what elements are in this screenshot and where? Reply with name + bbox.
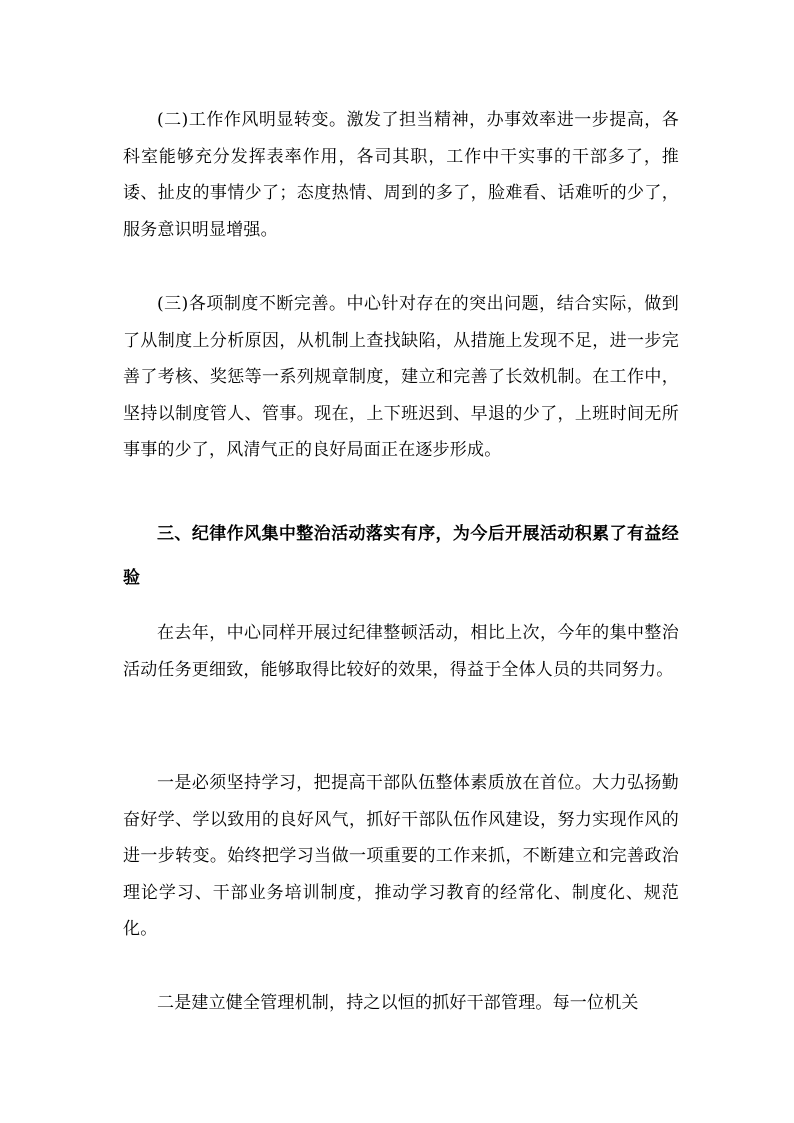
section-heading-three: 三、纪律作风集中整治活动落实有序，为今后开展活动积累了有益经验: [123, 524, 679, 588]
paragraph-last-year: 在去年，中心同样开展过纪律整顿活动，相比上次，今年的集中整治活动任务更细致，能够取得比较好的效果，得益于全体人员的共同努力。: [123, 623, 679, 680]
paragraph-work-style: (二)工作作风明显转变。激发了担当精神，办事效率进一步提高，各科室能够充分发挥表率作用，各司其职，工作中干实事的干部多了，推诿、扯皮的事情少了；态度热情、周到的多了，脸难看、话难听的少了，服务意识明显增强。: [123, 110, 679, 240]
paragraph-systems: (三)各项制度不断完善。中心针对存在的突出问题，结合实际，做到了从制度上分析原因，从机制上查找缺陷，从措施上发现不足，进一步完善了考核、奖惩等一系列规章制度，建立和完善了长效机制。在工作中，坚持以制度管人、管事。现在，上下班迟到、早退的少了，上班时间无所事事的少了，风清气正的良好局面正在逐步形成。: [123, 294, 679, 461]
paragraph-point-one: 一是必须坚持学习，把提高干部队伍整体素质放在首位。大力弘扬勤奋好学、学以致用的良好风气，抓好干部队伍作风建设，努力实现作风的进一步转变。始终把学习当做一项重要的工作来抓，不断建立和完善政治理论学习、干部业务培训制度，推动学习教育的经常化、制度化、规范化。: [123, 773, 679, 940]
paragraph-point-two: 二是建立健全管理机制，持之以恒的抓好干部管理。每一位机关: [157, 993, 639, 1013]
